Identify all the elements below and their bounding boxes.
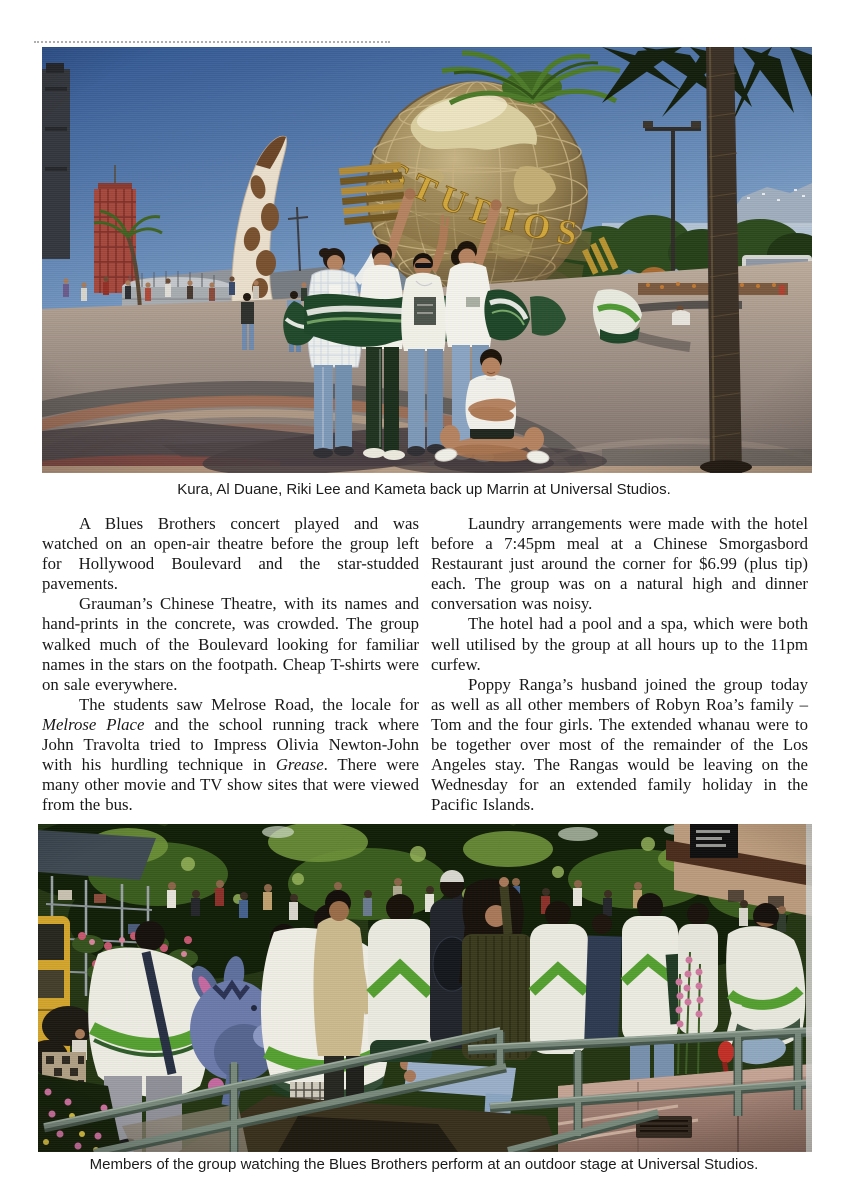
article-body	[42, 514, 808, 815]
paragraph: Poppy Ranga’s husband joined the group today as well as all other members of Robyn Roa’s family – Tom and the four girls. The extended whanau were to be together over most of the remainder of the Los Angeles stay. The Rangas would be leaving on the Wednesday for an extended family holiday in the Pacific Islands.	[431, 674, 808, 815]
photo-universal-globe	[42, 47, 812, 473]
paragraph: A Blues Brothers concert played and was watched on an open-air theatre before the group left for Hollywood Boulevard and the star-studded pavements.	[42, 514, 419, 594]
article-column-right	[431, 514, 808, 815]
paragraph: Grauman’s Chinese Theatre, with its names and hand-prints in the concrete, was crowded. The group walked much of the Boulevard looking for familiar names in the stars on the footpath. Cheap T-shirts were on sale everywhere.	[42, 594, 419, 694]
paragraph: The students saw Melrose Road, the locale for Melrose Place and the school running track where John Travolta tried to Impress Olivia Newton-John with his hurdling technique in Grease. There were many other movie and TV show sites that were viewed from the bus.	[42, 694, 419, 815]
paragraph: Laundry arrangements were made with the hotel before a 7:45pm meal at a Chinese Smorgasbord Restaurant just around the corner for $6.99 (plus tip) each. The group was on a natural high and dinner conversation was noisy.	[431, 514, 808, 614]
paragraph: The hotel had a pool and a spa, which were both well utilised by the group at all hours up to the 11pm curfew.	[431, 614, 808, 674]
photo-caption-top: Kura, Al Duane, Riki Lee and Kameta back up Marrin at Universal Studios.	[177, 481, 671, 498]
scan-artifact-line	[34, 41, 390, 43]
article-column-left	[42, 514, 419, 815]
photo-caption-bottom: Members of the group watching the Blues Brothers perform at an outdoor stage at Universal Studios.	[89, 1156, 759, 1173]
photo-blues-brothers-crowd	[38, 824, 812, 1152]
